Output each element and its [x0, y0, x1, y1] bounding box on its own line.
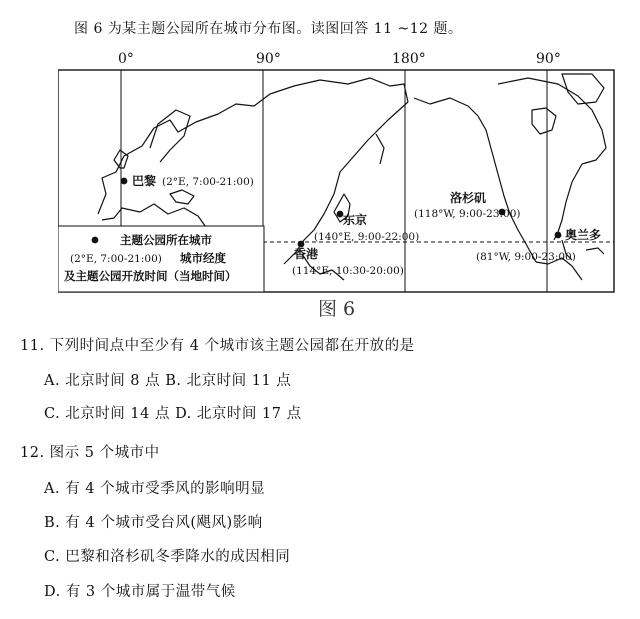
- city-dot-paris: [121, 178, 128, 185]
- city-distribution-map: [58, 44, 618, 294]
- city-name-orlando: 奥兰多: [565, 228, 602, 242]
- lon-label-180: 180°: [392, 51, 426, 67]
- question-11-stem: 11. 下列时间点中至少有 4 个城市该主题公园都在开放的是: [20, 338, 415, 354]
- city-info-hongkong: (114°E, 10:30-20:00): [292, 265, 404, 277]
- lon-label-90e: 90°: [256, 51, 281, 67]
- map-legend: [58, 226, 264, 292]
- city-info-losangeles: (118°W, 9:00-23:00): [414, 208, 521, 220]
- question-11-options-ab: A. 北京时间 8 点 B. 北京时间 11 点: [44, 373, 292, 389]
- city-paris: [121, 173, 254, 188]
- legend-line1: 主题公园所在城市: [120, 233, 212, 247]
- lon-label-90w: 90°: [536, 51, 561, 67]
- city-info-orlando: (81°W, 9:00-23:00): [476, 251, 576, 263]
- city-name-hongkong: 香港: [294, 247, 319, 261]
- city-name-tokyo: 东京: [343, 213, 368, 227]
- lon-label-0: 0°: [118, 51, 134, 67]
- question-12-stem: 12. 图示 5 个城市中: [20, 445, 160, 461]
- figure-caption: 图 6: [318, 298, 356, 320]
- question-12-option-d: D. 有 3 个城市属于温带气候: [44, 584, 236, 600]
- question-12-option-b: B. 有 4 个城市受台风(飓风)影响: [44, 515, 263, 531]
- city-dot-orlando: [555, 232, 562, 239]
- question-12-option-a: A. 有 4 个城市受季风的影响明显: [44, 481, 266, 497]
- question-intro: 图 6 为某主题公园所在城市分布图。读图回答 11 ~12 题。: [74, 21, 463, 37]
- city-name-losangeles: 洛杉矶: [450, 191, 487, 205]
- city-name-paris: 巴黎: [132, 174, 157, 188]
- city-info-paris: (2°E, 7:00-21:00): [162, 176, 254, 188]
- legend-line3: 及主题公园开放时间（当地时间）: [64, 269, 237, 283]
- legend-line2b: 城市经度: [180, 251, 226, 265]
- question-11-options-cd: C. 北京时间 14 点 D. 北京时间 17 点: [44, 406, 302, 422]
- legend-city-dot: [92, 237, 99, 244]
- city-info-tokyo: (140°E, 9:00-22:00): [314, 231, 420, 243]
- legend-line2a: (2°E, 7:00-21:00): [70, 253, 162, 265]
- question-12-option-c: C. 巴黎和洛杉矶冬季降水的成因相同: [44, 549, 291, 565]
